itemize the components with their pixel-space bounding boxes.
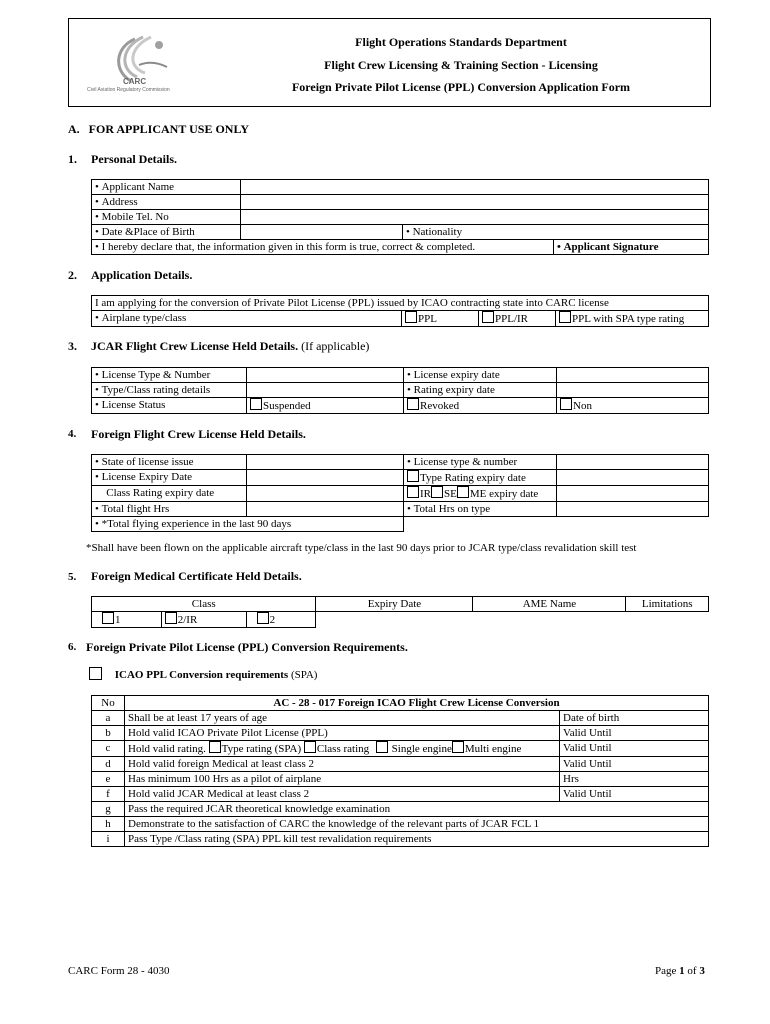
section-2-number: 2. (68, 268, 77, 282)
ppl-checkbox[interactable] (405, 311, 417, 323)
address-field[interactable] (241, 195, 709, 210)
type-rating-spa-label: Type rating (SPA) (221, 743, 302, 755)
section-4-title: Foreign Flight Crew License Held Details. (91, 427, 306, 441)
page-prefix: Page (655, 965, 680, 977)
non-checkbox[interactable] (560, 398, 572, 410)
nationality-label: • Nationality (406, 226, 462, 238)
single-engine-label: Single engine (391, 743, 452, 755)
requirement-text: Pass Type /Class rating (SPA) PPL kill test revalidation requirements (125, 832, 709, 847)
requirement-no: f (92, 787, 125, 802)
total-hrs-label: • Total flight Hrs (95, 503, 169, 515)
jcar-rating-details-label: • Type/Class rating details (95, 384, 210, 396)
section-4-number: 4. (68, 428, 77, 440)
ppl-spa-option[interactable] (556, 311, 709, 327)
form-title: Foreign Private Pilot License (PPL) Conversion Application Form (291, 80, 631, 94)
dob-field[interactable] (241, 225, 403, 240)
icao-option[interactable] (89, 667, 317, 681)
revoked-checkbox[interactable] (407, 398, 419, 410)
requirement-row (92, 726, 709, 741)
section-3-title-suffix: (If applicable) (298, 339, 370, 353)
me-expiry-label: ME expiry date (469, 488, 539, 500)
section-6-title: Foreign Private Pilot License (PPL) Conversion Requirements. (86, 640, 408, 654)
ppl-ir-label: PPL/IR (495, 313, 529, 325)
part-a-heading: A. FOR APPLICANT USE ONLY (68, 122, 250, 136)
ppl-ir-checkbox[interactable] (482, 311, 494, 323)
class-1-checkbox[interactable] (102, 612, 114, 624)
declaration-text: • I hereby declare that, the information given in this form is true, correct & completed. (95, 241, 475, 253)
header-box (68, 18, 711, 107)
requirement-no: b (92, 726, 125, 741)
icao-label: ICAO PPL Conversion requirements (114, 669, 289, 681)
requirement-row (92, 817, 709, 832)
me-checkbox[interactable] (457, 486, 469, 498)
medical-table (91, 596, 709, 628)
application-statement: I am applying for the conversion of Private Pilot License (PPL) issued by ICAO contracting state into CARC license (92, 296, 709, 311)
section-1-number: 1. (68, 152, 77, 166)
class-2-checkbox[interactable] (257, 612, 269, 624)
ame-name-header: AME Name (473, 597, 626, 612)
requirement-row (92, 787, 709, 802)
requirement-no: i (92, 832, 125, 847)
multi-engine-label: Multi engine (464, 743, 522, 755)
page-of: of (684, 965, 700, 977)
section-4-note: *Shall have been flown on the applicable aircraft type/class in the last 90 days prior to JCAR type/class revalidation skill test (86, 542, 637, 554)
section-title: Flight Crew Licensing & Training Section - Licensing (324, 58, 598, 72)
jcar-expiry-label: • License expiry date (407, 369, 500, 381)
class-2ir-option[interactable] (161, 612, 246, 628)
page-indicator (655, 965, 705, 977)
requirement-row (92, 711, 709, 726)
requirement-text: Pass the required JCAR theoretical knowledge examination (125, 802, 709, 817)
section-1-title: Personal Details. (91, 152, 177, 166)
class-expiry-field[interactable] (247, 486, 404, 502)
jcar-rating-expiry-label: • Rating expiry date (407, 384, 495, 396)
limitations-header: Limitations (626, 597, 709, 612)
requirement-text: Shall be at least 17 years of age (125, 711, 560, 726)
mobile-field[interactable] (241, 210, 709, 225)
requirement-row (92, 741, 709, 757)
state-field[interactable] (247, 455, 404, 470)
type-rating-expiry-field[interactable] (557, 470, 709, 486)
section-5-number: 5. (68, 571, 77, 583)
suspended-option[interactable] (247, 398, 404, 414)
requirements-table (91, 695, 709, 847)
requirement-text: Hold valid ICAO Private Pilot License (PPL) (125, 726, 560, 741)
state-label: • State of license issue (95, 456, 194, 468)
class-rating-label: Class rating (316, 743, 370, 755)
col-no-header: No (92, 696, 125, 711)
type-rating-expiry-label: Type Rating expiry date (420, 472, 526, 484)
requirement-text: Has minimum 100 Hrs as a pilot of airplane (125, 772, 560, 787)
class-2-option[interactable] (246, 612, 316, 628)
single-engine-checkbox[interactable] (376, 741, 388, 753)
requirement-text: Demonstrate to the satisfaction of CARC the knowledge of the relevant parts of JCAR FCL 1 (125, 817, 709, 832)
expiry-date-header: Expiry Date (316, 597, 473, 612)
applicant-name-field[interactable] (241, 180, 709, 195)
total-type-label: • Total Hrs on type (407, 503, 490, 515)
col-title-header: AC - 28 - 017 Foreign ICAO Flight Crew License Conversion (125, 696, 709, 711)
page-total: 3 (699, 965, 705, 977)
requirement-value[interactable]: Valid Until (560, 726, 709, 741)
class-2ir-label: 2/IR (177, 614, 198, 626)
non-option[interactable] (557, 398, 709, 414)
mobile-label: • Mobile Tel. No (95, 211, 169, 223)
ir-checkbox[interactable] (407, 486, 419, 498)
address-label: • Address (95, 196, 138, 208)
section-6-number: 6. (68, 641, 77, 653)
declaration-table (91, 239, 709, 255)
logo (87, 25, 197, 97)
requirement-text-label: Hold valid rating. (128, 743, 206, 755)
requirement-row (92, 772, 709, 787)
class-expiry-label: Class Rating expiry date (95, 487, 203, 499)
ppl-spa-checkbox[interactable] (559, 311, 571, 323)
class-1-option[interactable] (92, 612, 162, 628)
foreign-license-table (91, 454, 709, 532)
class-header: Class (92, 597, 316, 612)
logo-subtext: Civil Aviation Regulatory Commission (87, 87, 170, 93)
requirement-no: g (92, 802, 125, 817)
total-type-field[interactable] (557, 502, 709, 517)
type-rating-expiry-checkbox[interactable] (407, 470, 419, 482)
requirement-no: d (92, 757, 125, 772)
jcar-status-label: • License Status (95, 399, 165, 411)
requirement-text (125, 741, 560, 757)
foreign-expiry-field[interactable] (247, 470, 404, 486)
ir-label: IR (420, 488, 431, 500)
class-2ir-checkbox[interactable] (165, 612, 177, 624)
me-expiry-field[interactable] (557, 486, 709, 502)
applicant-name-label: • Applicant Name (95, 181, 174, 193)
requirement-row (92, 832, 709, 847)
section-5-title: Foreign Medical Certificate Held Details. (91, 569, 302, 583)
jcar-type-number-field[interactable] (247, 368, 404, 383)
type-rating-spa-checkbox[interactable] (209, 741, 221, 753)
section-3-title-text: JCAR Flight Crew License Held Details. (91, 339, 299, 353)
jcar-rating-expiry-field[interactable] (557, 383, 709, 398)
dept-title: Flight Operations Standards Department (355, 35, 567, 49)
requirement-no: e (92, 772, 125, 787)
personal-details-table (91, 179, 709, 240)
foreign-type-number-field[interactable] (557, 455, 709, 470)
requirement-row (92, 757, 709, 772)
foreign-expiry-label: • License Expiry Date (95, 471, 192, 483)
requirement-text: Hold valid foreign Medical at least class 2 (125, 757, 560, 772)
ppl-label: PPL (418, 313, 437, 325)
signature-label[interactable]: • Applicant Signature (557, 241, 658, 253)
requirement-no: a (92, 711, 125, 726)
form-number: CARC Form 28 - 4030 (68, 965, 170, 977)
ppl-option[interactable] (402, 311, 479, 327)
section-3-title (91, 339, 369, 354)
multi-engine-checkbox[interactable] (452, 741, 464, 753)
ppl-ir-option[interactable] (479, 311, 556, 327)
total-hrs-field[interactable] (247, 502, 404, 517)
revoked-option[interactable] (404, 398, 557, 414)
jcar-expiry-field[interactable] (557, 368, 709, 383)
revoked-label: Revoked (420, 400, 460, 412)
icao-suffix: (SPA) (288, 669, 318, 681)
jcar-license-table (91, 367, 709, 414)
icao-checkbox[interactable] (89, 667, 102, 680)
class-2-label: 2 (269, 614, 276, 626)
requirement-value[interactable]: Date of birth (560, 711, 709, 726)
requirement-value[interactable]: Valid Until (560, 741, 709, 757)
ppl-spa-label: PPL with SPA type rating (572, 313, 685, 325)
class-rating-checkbox[interactable] (304, 741, 316, 753)
requirement-value[interactable]: Valid Until (560, 757, 709, 772)
requirement-text: Hold valid JCAR Medical at least class 2 (125, 787, 560, 802)
section-3-number: 3. (68, 339, 77, 353)
jcar-rating-details-field[interactable] (247, 383, 404, 398)
suspended-label: Suspended (263, 400, 311, 412)
requirement-no: h (92, 817, 125, 832)
last90-label: • *Total flying experience in the last 90 days (95, 518, 291, 530)
type-class-label: • Airplane type/class (95, 312, 186, 324)
dob-label: • Date &Place of Birth (95, 226, 195, 238)
requirement-no: c (92, 741, 125, 757)
page-current: 1 (679, 965, 685, 977)
logo-text: CARC (123, 77, 147, 86)
foreign-type-number-label: • License type & number (407, 456, 517, 468)
application-details-table (91, 295, 709, 327)
se-label: SE (444, 488, 457, 500)
class-1-label: 1 (115, 614, 121, 626)
requirement-value[interactable]: Hrs (560, 772, 709, 787)
non-label: Non (573, 400, 592, 412)
se-checkbox[interactable] (431, 486, 443, 498)
requirement-value[interactable]: Valid Until (560, 787, 709, 802)
requirement-row (92, 802, 709, 817)
jcar-type-number-label: • License Type & Number (95, 369, 210, 381)
section-2-title: Application Details. (91, 268, 193, 282)
suspended-checkbox[interactable] (250, 398, 262, 410)
